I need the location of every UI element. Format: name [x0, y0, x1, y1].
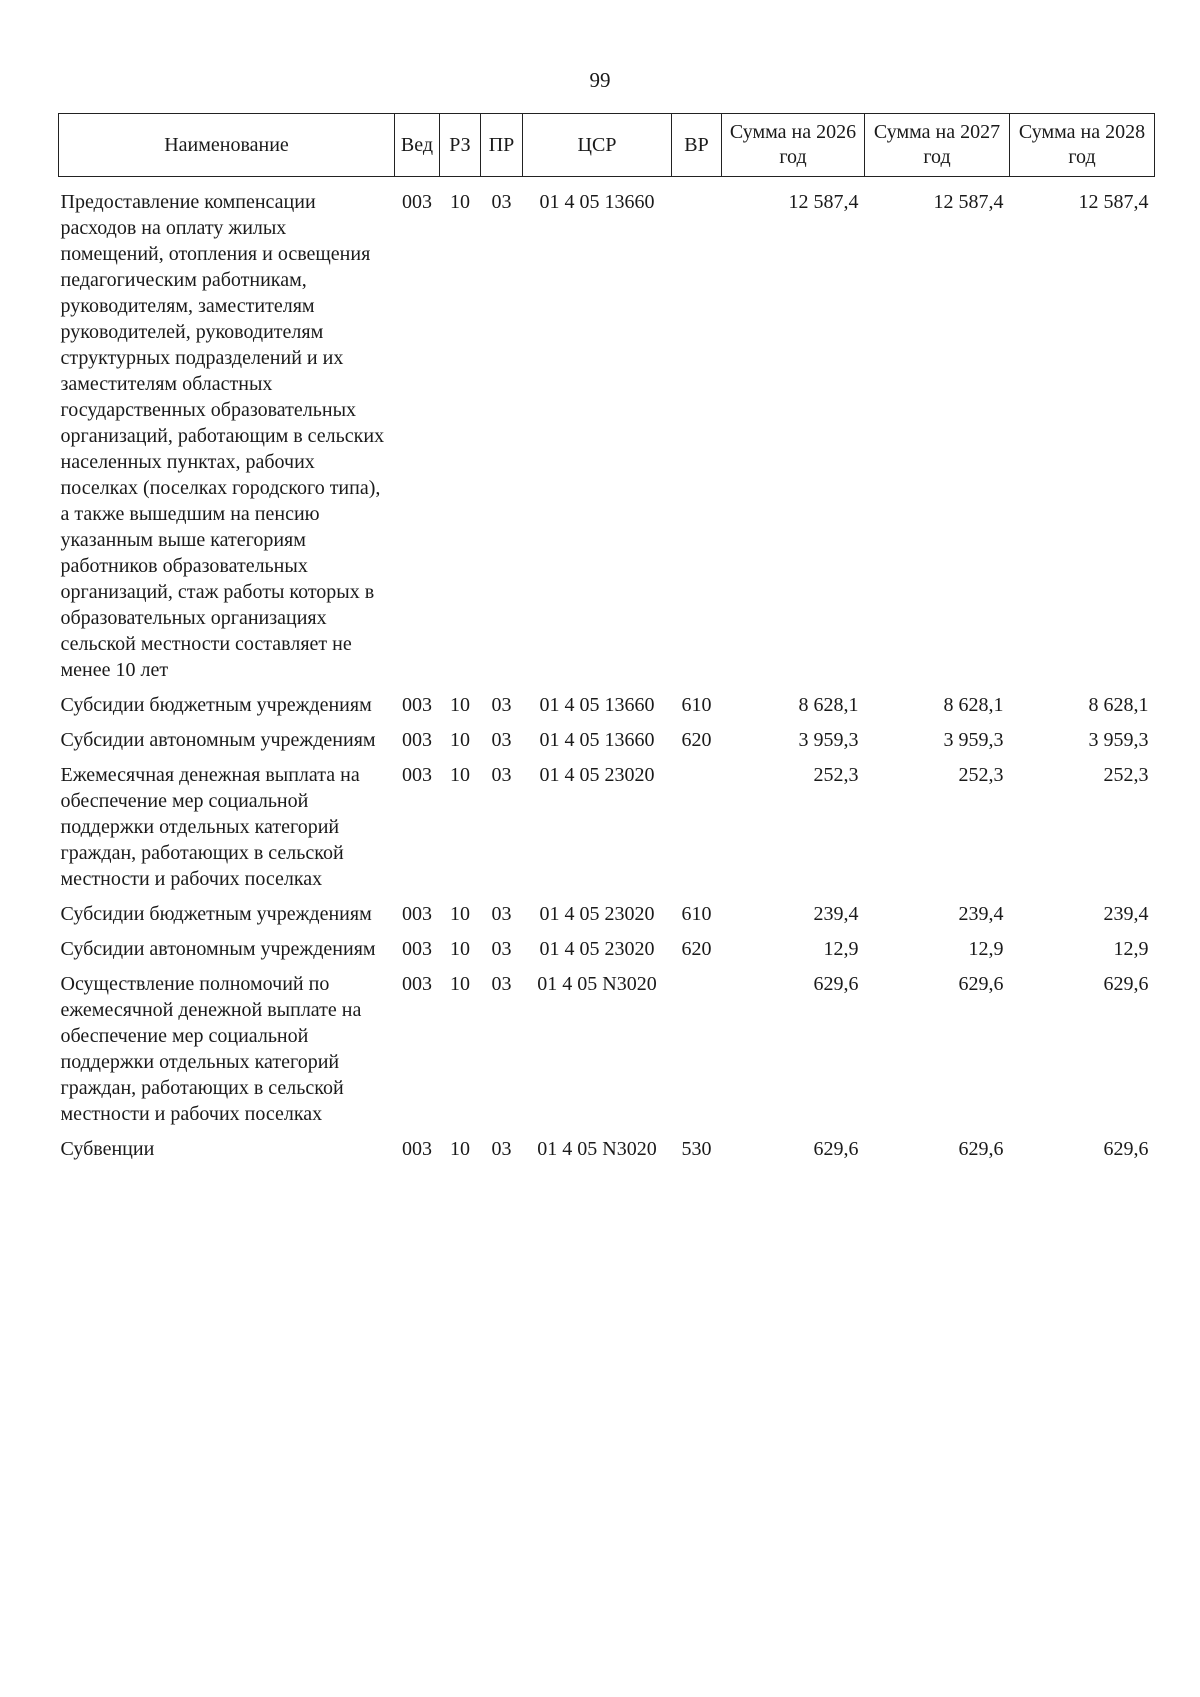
header-rz: РЗ — [440, 114, 481, 177]
row-ved: 003 — [402, 729, 432, 751]
row-sum-2027: 239,4 — [958, 903, 1004, 925]
row-ved: 003 — [402, 938, 432, 960]
row-sum-2026: 629,6 — [813, 973, 859, 995]
row-vr: 610 — [681, 694, 712, 716]
budget-table — [58, 113, 1155, 1165]
row-sum-2028: 629,6 — [1103, 973, 1149, 995]
row-sum-2028: 252,3 — [1103, 764, 1149, 786]
table-row — [59, 1130, 1155, 1165]
row-vr: 620 — [681, 938, 712, 960]
row-sum-2027: 12 587,4 — [933, 191, 1004, 213]
row-name: Субсидии автономным учреждениям — [60, 729, 376, 751]
table-body — [59, 177, 1155, 1166]
header-pr: ПР — [481, 114, 523, 177]
row-name: Ежемесячная денежная выплата на обеспечение мер социальной поддержки отдельных категорий граждан, работающих в сельской местности и рабочих поселках — [60, 764, 360, 890]
row-rz: 10 — [450, 694, 470, 716]
row-csr: 01 4 05 13660 — [539, 191, 655, 213]
row-name: Субвенции — [60, 1138, 155, 1160]
row-sum-2028: 239,4 — [1103, 903, 1149, 925]
row-name: Предоставление компенсации расходов на оплату жилых помещений, отопления и освещения педагогическим работникам, руководителям, заместителям руководителей, руководителям структурных подразделений и их заместителям областных государственных образовательных организаций, работающим в сельских населенных пунктах, рабочих поселках (поселках городского типа), а также вышедшим на пенсию указанным выше категориям работников образовательных организаций, стаж работы которых в образовательных организациях сельской местности составляет не менее 10 лет — [60, 191, 385, 681]
row-vr: 610 — [681, 903, 712, 925]
table-row — [59, 930, 1155, 965]
row-vr: 620 — [681, 729, 712, 751]
row-pr: 03 — [491, 191, 512, 213]
page-number: 99 — [589, 68, 611, 92]
row-csr: 01 4 05 N3020 — [537, 973, 657, 995]
row-sum-2028: 3 959,3 — [1088, 729, 1149, 751]
row-sum-2027: 252,3 — [958, 764, 1004, 786]
row-sum-2028: 12 587,4 — [1078, 191, 1149, 213]
table-row — [59, 965, 1155, 1130]
row-sum-2026: 3 959,3 — [798, 729, 859, 751]
row-vr — [672, 177, 722, 687]
row-sum-2027: 12,9 — [968, 938, 1004, 960]
row-sum-2028: 8 628,1 — [1088, 694, 1149, 716]
row-ved: 003 — [402, 764, 432, 786]
row-rz: 10 — [450, 903, 470, 925]
row-pr: 03 — [491, 938, 512, 960]
row-sum-2027: 629,6 — [958, 973, 1004, 995]
row-sum-2026: 239,4 — [813, 903, 859, 925]
row-pr: 03 — [491, 973, 512, 995]
row-pr: 03 — [491, 903, 512, 925]
table-row — [59, 686, 1155, 721]
row-sum-2027: 8 628,1 — [943, 694, 1004, 716]
row-sum-2027: 629,6 — [958, 1138, 1004, 1160]
row-name: Субсидии бюджетным учреждениям — [60, 694, 372, 716]
row-sum-2026: 8 628,1 — [798, 694, 859, 716]
row-csr: 01 4 05 23020 — [539, 938, 655, 960]
row-pr: 03 — [491, 764, 512, 786]
row-name: Осуществление полномочий по ежемесячной денежной выплате на обеспечение мер социальной поддержки отдельных категорий граждан, работающих в сельской местности и рабочих поселках — [60, 973, 362, 1125]
row-sum-2027: 3 959,3 — [943, 729, 1004, 751]
row-vr — [672, 756, 722, 895]
row-ved: 003 — [402, 694, 432, 716]
row-pr: 03 — [491, 694, 512, 716]
header-sum-2028: Сумма на 2028 год — [1010, 114, 1155, 177]
header-csr: ЦСР — [523, 114, 672, 177]
table-row — [59, 177, 1155, 687]
row-ved: 003 — [402, 973, 432, 995]
header-name: Наименование — [59, 114, 395, 177]
row-name: Субсидии бюджетным учреждениям — [60, 903, 372, 925]
row-pr: 03 — [491, 729, 512, 751]
table-row — [59, 721, 1155, 756]
header-sum-2026: Сумма на 2026 год — [722, 114, 865, 177]
row-sum-2026: 12 587,4 — [788, 191, 859, 213]
row-vr — [672, 965, 722, 1130]
row-sum-2026: 252,3 — [813, 764, 859, 786]
row-rz: 10 — [450, 1138, 470, 1160]
row-ved: 003 — [402, 1138, 432, 1160]
row-ved: 003 — [402, 191, 432, 213]
row-sum-2028: 629,6 — [1103, 1138, 1149, 1160]
row-rz: 10 — [450, 764, 470, 786]
row-sum-2028: 12,9 — [1113, 938, 1149, 960]
row-csr: 01 4 05 N3020 — [537, 1138, 657, 1160]
row-csr: 01 4 05 23020 — [539, 903, 655, 925]
header-ved: Вед — [395, 114, 440, 177]
row-rz: 10 — [450, 729, 470, 751]
table-header — [59, 114, 1155, 177]
row-sum-2026: 629,6 — [813, 1138, 859, 1160]
header-vr: ВР — [672, 114, 722, 177]
row-rz: 10 — [450, 938, 470, 960]
row-csr: 01 4 05 13660 — [539, 729, 655, 751]
row-rz: 10 — [450, 191, 470, 213]
row-rz: 10 — [450, 973, 470, 995]
row-name: Субсидии автономным учреждениям — [60, 938, 376, 960]
row-ved: 003 — [402, 903, 432, 925]
table-row — [59, 756, 1155, 895]
row-sum-2026: 12,9 — [823, 938, 859, 960]
row-csr: 01 4 05 13660 — [539, 694, 655, 716]
row-vr: 530 — [681, 1138, 712, 1160]
header-sum-2027: Сумма на 2027 год — [865, 114, 1010, 177]
row-pr: 03 — [491, 1138, 512, 1160]
table-row — [59, 895, 1155, 930]
row-csr: 01 4 05 23020 — [539, 764, 655, 786]
